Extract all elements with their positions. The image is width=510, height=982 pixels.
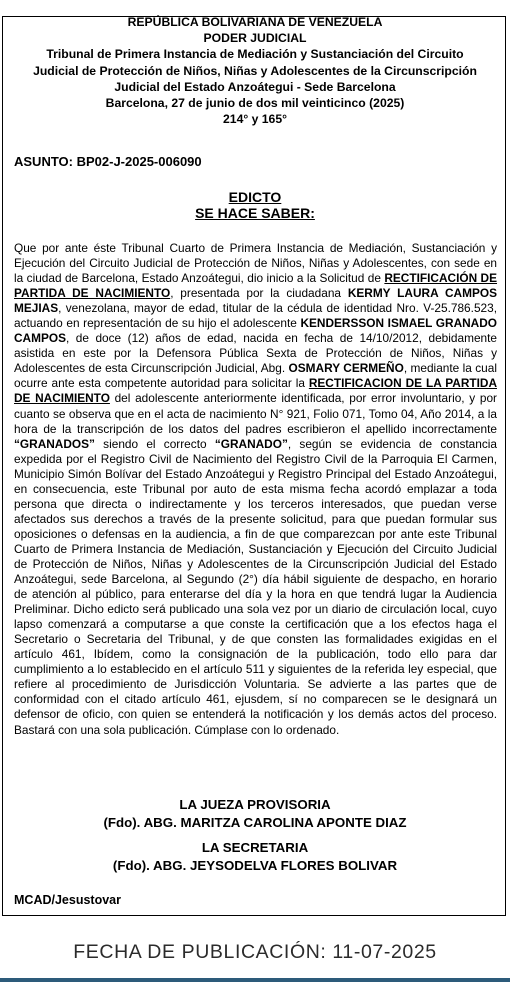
judge-name: (Fdo). ABG. MARITZA CAROLINA APONTE DIAZ (103, 815, 407, 830)
case-number: ASUNTO: BP02-J-2025-006090 (14, 154, 202, 169)
body-bold: “GRANADO” (214, 436, 288, 451)
body-text: Que por ante éste Tribunal Cuarto de Primera Instancia de Mediación, Sustanciación y Ejecución del Circuito Judicial de Protección de Niños, Niñas y Adolescentes, con sede en la ciudad de Barcelona, Estado Anzoátegui, dio inicio a la Solicitud de (14, 241, 497, 286)
edict-title: EDICTO (228, 189, 282, 205)
edict-body (14, 241, 497, 738)
publication-date: FECHA DE PUBLICACIÓN: 11-07-2025 (73, 941, 437, 963)
header-seat: Judicial del Estado Anzoátegui - Sede Barcelona (114, 79, 396, 94)
body-bold: OSMARY CERMEÑO (288, 361, 404, 376)
body-text: , mediante la cual ocurre ante esta competente autoridad para solicitar la (14, 361, 497, 391)
header-circuit: Judicial de Protección de Niños, Niñas y Adolescentes de la Circunscripción (33, 63, 477, 78)
body-bold: KERMY LAURA CAMPOS MEJIAS (14, 286, 497, 316)
body-text: , según se evidencia de constancia expedida por el Registro Civil de Nacimiento del Registro Civil de la Parroquia El Carmen, Municipio Simón Bolívar del Estado Anzoátegui y Registro Principal del Estado Anzoátegui, en consecuencia, este Tribunal por auto de esta misma fecha acordó emplazar a toda persona que directa o indirectamente y los terceros interesados, que puedan verse afectados sus derechos a través de la presente solicitud, para que puedan formular sus oposiciones o defensas en la audiencia, a fin de que comparezcan por ante este Tribunal Cuarto de Primera Instancia de Mediación, Sustanciación y Ejecución del Circuito Judicial de Protección de Niños, Niñas y Adolescentes de la Circunscripción Judicial del Estado Anzoátegui, sede Barcelona, al Segundo (2°) día hábil siguiente de despacho, en horario de atención al público, para enterarse del día y la hora en que tendrá lugar la Audiencia Preliminar. Dicho edicto será publicado una sola vez por un diario de circulación local, cuyo lapso comenzará a computarse a que conste la certificación que a los efectos haga el Secretario o Secretaria del Tribunal, y de que consten las formalidades exigidas en el artículo 461, Ibídem, como la consignación de la publicación, todo ello para dar cumplimiento a lo establecido en el artículo 511 y siguientes de la referida ley especial, que refiere al procedimiento de Jurisdicción Voluntaria. Se advierte a las partes que de conformidad con el citado artículo 461, ejusdem, sí no comparecen se le designará un defensor de oficio, con quien se entenderá la notificación y los demás actos del proceso. Bastará con una sola publicación. Cúmplase con lo ordenado. (14, 436, 497, 737)
judge-signature (0, 796, 510, 832)
body-text: siendo el correcto (94, 436, 215, 451)
secretary-signature (0, 839, 510, 875)
secretary-name: (Fdo). ABG. JEYSODELVA FLORES BOLIVAR (112, 858, 398, 873)
header-republic: REPÚBLICA BOLIVARIANA DE VENEZUELA (127, 15, 383, 29)
body-text: del adolescente anteriormente identificada, por error involuntario, y por cuanto se observa que en el acta de nacimiento N° 921, Folio 071, Tomo 04, Año 2014, a la hora de la transcripción de los datos del padres escribieron el apellido incorrectamente (14, 391, 497, 436)
header-date: Barcelona, 27 de junio de dos mil veinticinco (2025) (105, 96, 405, 111)
body-text: , de doce (12) años de edad, nacida en fecha de 14/10/2012, debidamente asistida en este por la Defensora Pública Sexta de Protección de Niños, Niñas y Adolescentes de esta Circunscripción Judicial, Abg. (14, 331, 497, 376)
edict-heading (0, 189, 510, 221)
edict-subtitle: SE HACE SABER: (195, 205, 315, 221)
body-bold-underlined: RECTIFICACION DE LA PARTIDA DE NACIMIENTO (14, 376, 498, 406)
header-judicial-power: PODER JUDICIAL (203, 31, 307, 46)
initials: MCAD/Jesustovar (14, 893, 121, 907)
secretary-title: LA SECRETARIA (201, 840, 309, 855)
body-text: , venezolana, mayor de edad, titular de la cédula de identidad Nro. V-25.786.523, actuando en representación de su hijo el adolescente (14, 301, 497, 331)
header-tribunal: Tribunal de Primera Instancia de Mediación y Sustanciación del Circuito (46, 47, 464, 62)
body-bold-underlined: RECTIFICACIÓN DE PARTIDA DE NACIMIENTO (14, 271, 498, 301)
bottom-accent-bar (0, 978, 510, 982)
body-bold: “GRANADOS” (14, 436, 95, 451)
judge-title: LA JUEZA PROVISORIA (179, 797, 331, 812)
body-bold: KENDERSSON ISMAEL GRANADO CAMPOS (14, 316, 497, 346)
header-years: 214° y 165° (223, 112, 287, 127)
body-text: , presentada por la ciudadana (170, 286, 348, 301)
